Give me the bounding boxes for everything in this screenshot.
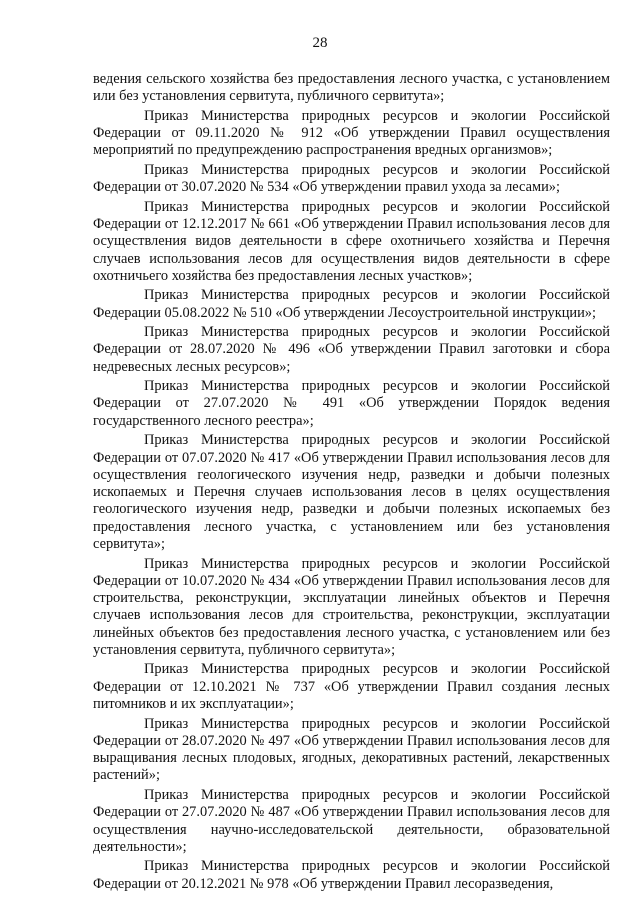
paragraph-order-912: Приказ Министерства природных ресурсов и экологии Российской Федерации от 09.11.2020 № 912 «Об утверждении Правил осуществления мероприятий по предупреждению распространения вредных организмов»; xyxy=(93,107,610,159)
paragraph-order-434: Приказ Министерства природных ресурсов и экологии Российской Федерации от 10.07.2020 № 434 «Об утверждении Правил использования лесов для строительства, реконструкции, эксплуатации линейных объектов и Перечня случаев использования лесов для строительства, реконструкции, эксплуатации линейных объектов без предоставления лесного участка, с установлением или без установления сервитута, публичного сервитута»; xyxy=(93,555,610,658)
paragraph-continuation: ведения сельского хозяйства без предоставления лесного участка, с установлением или без установления сервитута, публичного сервитута»; xyxy=(93,71,610,105)
document-body xyxy=(93,71,610,895)
paragraph-order-497: Приказ Министерства природных ресурсов и экологии Российской Федерации от 28.07.2020 № 497 «Об утверждении Правил использования лесов для выращивания лесных плодовых, ягодных, декоративных растений, лекарственных растений»; xyxy=(93,715,610,784)
paragraph-order-491: Приказ Министерства природных ресурсов и экологии Российской Федерации от 27.07.2020 № 491 «Об утверждении Порядок ведения государственного лесного реестра»; xyxy=(93,378,610,429)
paragraph-order-534: Приказ Министерства природных ресурсов и экологии Российской Федерации от 30.07.2020 № 534 «Об утверждении правил ухода за лесами»; xyxy=(93,161,610,196)
paragraph-order-496: Приказ Министерства природных ресурсов и экологии Российской Федерации от 28.07.2020 № 496 «Об утверждении Правил заготовки и сбора недревесных лесных ресурсов»; xyxy=(93,324,610,375)
paragraph-order-978: Приказ Министерства природных ресурсов и экологии Российской Федерации от 20.12.2021 № 978 «Об утверждении Правил лесоразведения, xyxy=(93,858,610,892)
page-number: 28 xyxy=(312,35,328,51)
paragraph-order-487: Приказ Министерства природных ресурсов и экологии Российской Федерации от 27.07.2020 № 487 «Об утверждении Правил использования лесов для осуществления научно-исследовательской деятельности, образовательной деятельности»; xyxy=(93,786,610,855)
paragraph-order-661: Приказ Министерства природных ресурсов и экологии Российской Федерации от 12.12.2017 № 661 «Об утверждении Правил использования лесов для осуществления видов деятельности в сфере охотничьего хозяйства и Перечня случаев использования лесов для осуществления видов деятельности в сфере охотничьего хозяйства без предоставления лесных участков»; xyxy=(93,198,610,284)
paragraph-order-737: Приказ Министерства природных ресурсов и экологии Российской Федерации от 12.10.2021 № 737 «Об утверждении Правил создания лесных питомников и их эксплуатации»; xyxy=(93,661,610,713)
paragraph-order-510: Приказ Министерства природных ресурсов и экологии Российской Федерации 05.08.2022 № 510 «Об утверждении Лесоустроительной инструкции»; xyxy=(93,287,610,321)
paragraph-order-417: Приказ Министерства природных ресурсов и экологии Российской Федерации от 07.07.2020 № 417 «Об утверждении Правил использования лесов для осуществления геологического изучения недр, разведки и добычи полезных ископаемых и Перечня случаев использования лесов в целях осуществления геологического изучения недр, разведки и добычи полезных ископаемых без предоставления лесного участка, с установлением или без установления сервитута»; xyxy=(93,432,610,553)
